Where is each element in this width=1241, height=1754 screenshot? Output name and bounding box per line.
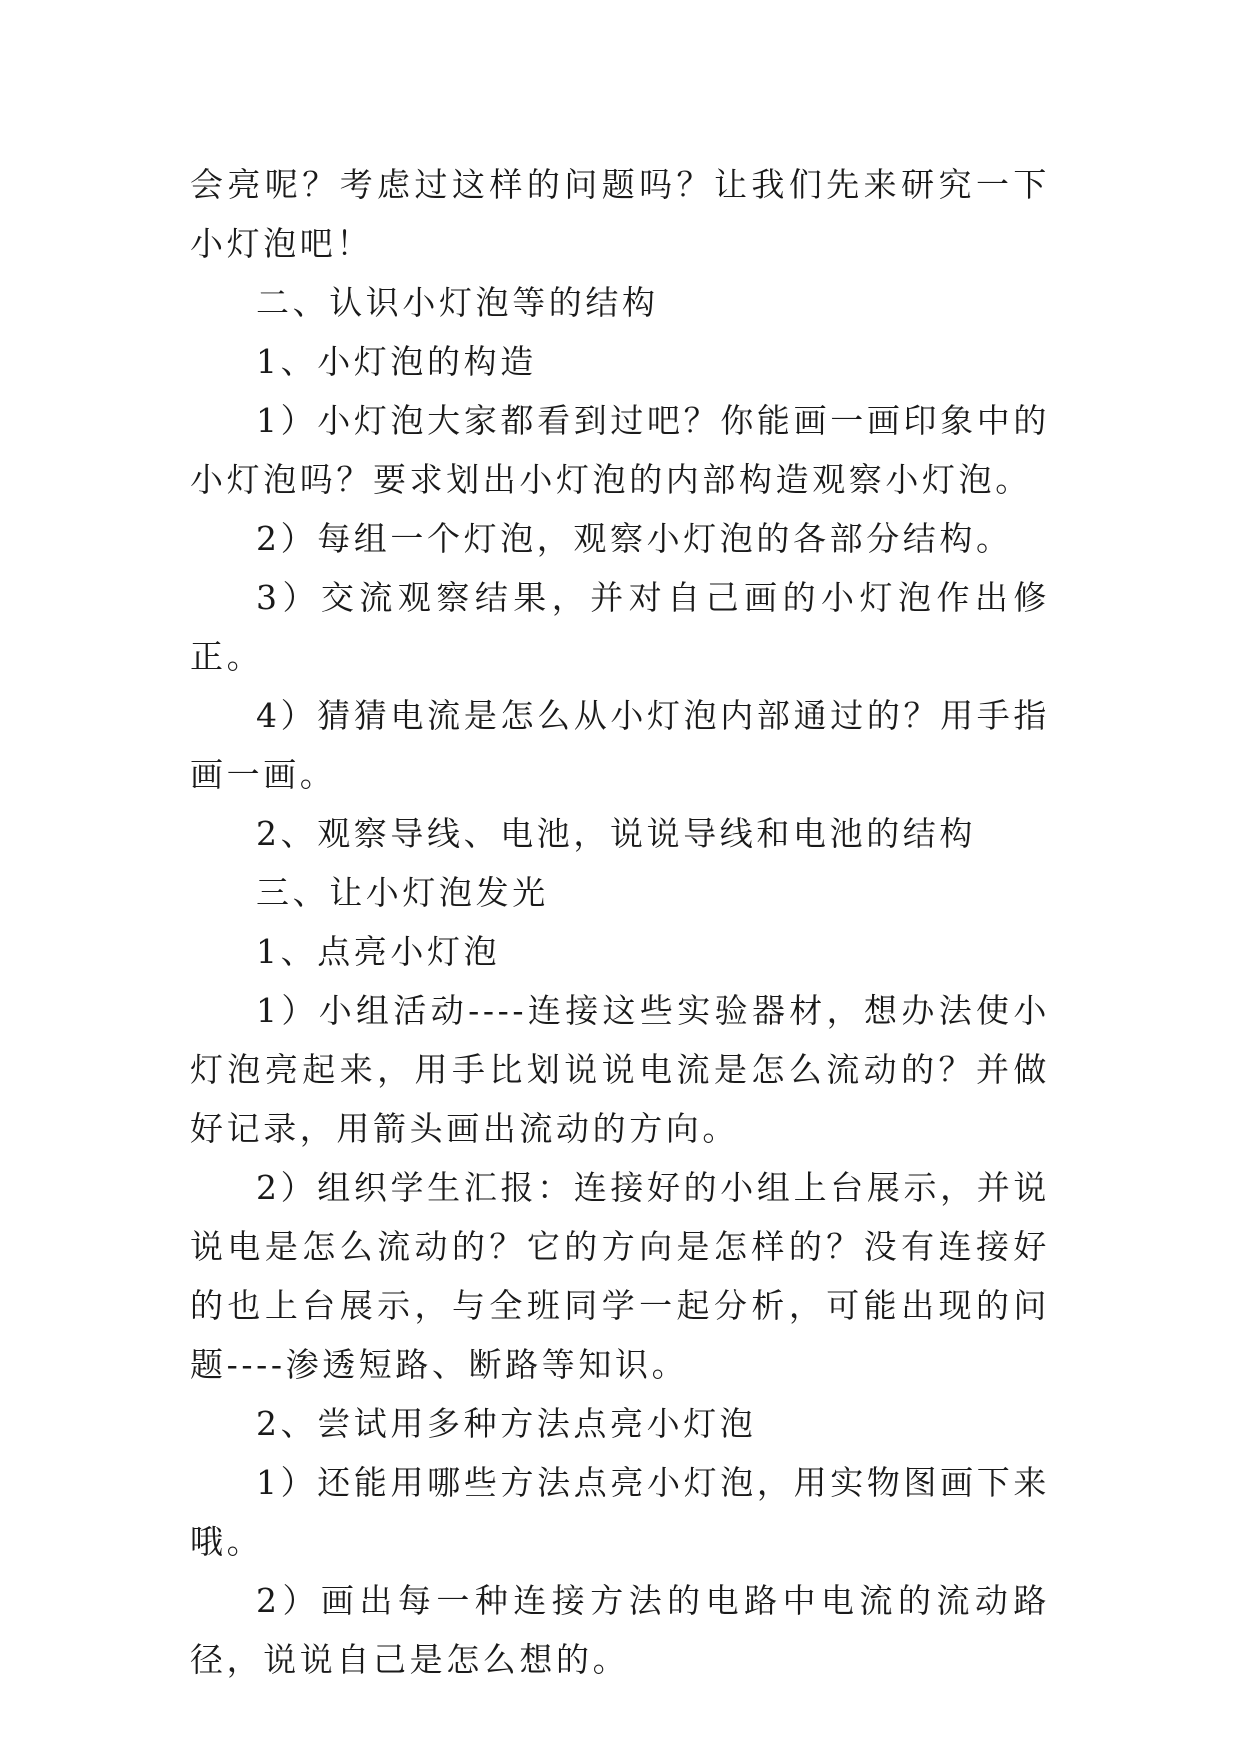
- list-item: 2）组织学生汇报：连接好的小组上台展示，并说说电是怎么流动的？它的方向是怎样的？没有连接好的也上台展示，与全班同学一起分析，可能出现的问题----渗透短路、断路等知识。: [190, 1168, 1050, 1384]
- list-item: 1）小灯泡大家都看到过吧？你能画一画印象中的小灯泡吗？要求划出小灯泡的内部构造观察小灯泡。: [190, 401, 1050, 499]
- list-item: 2）画出每一种连接方法的电路中电流的流动路径，说说自己是怎么想的。: [190, 1581, 1050, 1679]
- subsection-heading-multiple-methods: 2、尝试用多种方法点亮小灯泡: [256, 1404, 757, 1443]
- section-heading-3: 三、让小灯泡发光: [256, 873, 549, 912]
- document-body: [190, 155, 1050, 1689]
- list-item: 1）小组活动----连接这些实验器材，想办法使小灯泡亮起来，用手比划说说电流是怎么流动的？并做好记录，用箭头画出流动的方向。: [190, 991, 1050, 1148]
- paragraph-continuation: 会亮呢？考虑过这样的问题吗？让我们先来研究一下小灯泡吧！: [190, 165, 1050, 263]
- list-item: 4）猜猜电流是怎么从小灯泡内部通过的？用手指画一画。: [190, 696, 1050, 794]
- subsection-heading-wires-batteries: 2、观察导线、电池，说说导线和电池的结构: [256, 814, 976, 853]
- section-heading-2: 二、认识小灯泡等的结构: [256, 283, 659, 322]
- subsection-heading-bulb-structure: 1、小灯泡的构造: [256, 342, 537, 381]
- list-item: 1）还能用哪些方法点亮小灯泡，用实物图画下来哦。: [190, 1463, 1050, 1561]
- subsection-heading-light-bulb: 1、点亮小灯泡: [256, 932, 501, 971]
- list-item: 2）每组一个灯泡，观察小灯泡的各部分结构。: [256, 519, 1013, 558]
- list-item: 3）交流观察结果，并对自己画的小灯泡作出修正。: [190, 578, 1050, 676]
